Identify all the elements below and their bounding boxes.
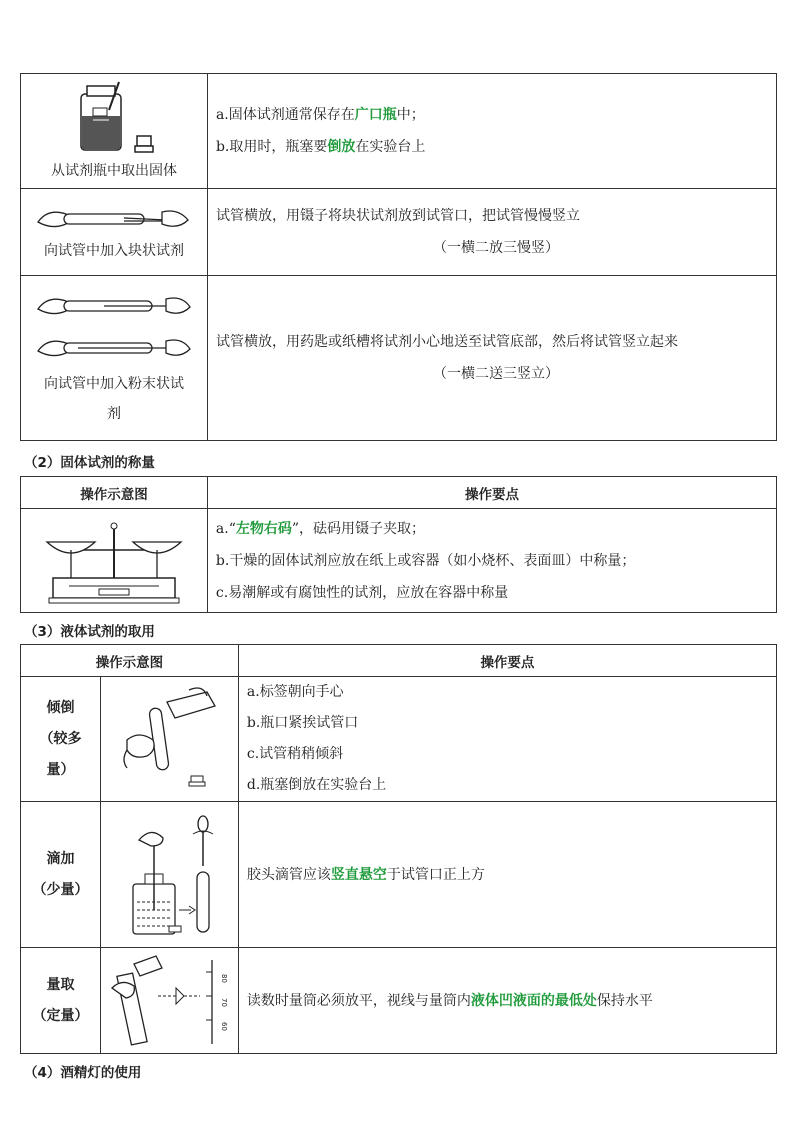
image-cell — [100, 802, 238, 948]
text: 胶头滴管应该 — [246, 866, 331, 883]
liquid-table — [20, 644, 777, 1054]
section-heading-alcohol-lamp: （4）酒精灯的使用 — [24, 1065, 142, 1081]
point-text: 试管横放，用镊子将块状试剂放到试管口，把试管慢慢竖立 — [215, 208, 580, 224]
method-label — [21, 802, 101, 948]
point: b.瓶口紧挨试管口 — [246, 715, 359, 731]
image-cell — [21, 509, 208, 613]
point: a.标签朝向手心 — [246, 684, 344, 700]
weighing-table — [20, 476, 777, 613]
text: 在实验台上 — [355, 139, 426, 155]
text: 读数时量筒必须放平，视线与量筒内 — [246, 992, 471, 1009]
graduated-cylinder-icon — [104, 952, 234, 1050]
point-a — [216, 99, 776, 131]
text-cell — [207, 189, 776, 276]
mnemonic-note: （一横二送三竖立） — [432, 366, 559, 382]
label-text: 量取 — [46, 976, 75, 993]
image-cell — [100, 677, 238, 802]
reagent-bottle-with-spoon-and-stopper-icon — [69, 80, 159, 156]
point-b: b.干燥的固体试剂应放在纸上或容器（如小烧杯、表面皿）中称量； — [215, 552, 636, 569]
point-c: c.易潮解或有腐蚀性的试剂，应放在容器中称量 — [215, 584, 509, 601]
caption: 向试管中加入粉末状试 — [43, 376, 184, 392]
text: 中； — [396, 107, 425, 123]
solid-reagent-table — [20, 73, 777, 441]
column-header: 操作要点 — [207, 477, 776, 509]
table-header-row — [21, 645, 777, 677]
text: 保持水平 — [596, 992, 653, 1009]
point — [247, 985, 776, 1017]
mnemonic-note: （一横二放三慢竖） — [432, 240, 559, 256]
text: a.“ — [215, 520, 236, 537]
caption: 向试管中加入块状试剂 — [43, 243, 184, 259]
text: ”，砝码用镊子夹取； — [291, 520, 426, 537]
text-cell — [207, 276, 776, 441]
label-text: 滴加 — [46, 850, 75, 867]
text: 于试管口正上方 — [386, 866, 485, 883]
label-text: （定量） — [32, 1007, 89, 1024]
highlight: 竖直悬空 — [330, 866, 387, 883]
scale-label: 80 — [220, 973, 229, 983]
point: d.瓶塞倒放在实验台上 — [246, 777, 387, 793]
image-cell — [100, 948, 238, 1054]
column-header: 操作示意图 — [21, 477, 208, 509]
label-text: 量） — [46, 761, 75, 778]
hands-spoon-test-tube-icon — [34, 289, 194, 369]
text: a.固体试剂通常保存在 — [215, 107, 355, 123]
dropper-icon — [109, 810, 229, 940]
table-header-row — [21, 477, 777, 509]
text-cell — [238, 948, 776, 1054]
caption: 剂 — [106, 406, 121, 422]
table-row — [21, 677, 777, 802]
text: b.取用时，瓶塞要 — [215, 139, 328, 155]
table-row — [21, 74, 777, 189]
scale-label: 70 — [220, 997, 229, 1007]
point — [247, 859, 776, 891]
scale-label: 60 — [220, 1021, 229, 1031]
table-row — [21, 276, 777, 441]
table-row — [21, 189, 777, 276]
table-row — [21, 509, 777, 613]
image-cell — [21, 189, 208, 276]
balance-scale-icon — [39, 516, 189, 606]
method-label — [21, 677, 101, 802]
highlight: 广口瓶 — [354, 107, 397, 123]
point-text: 试管横放，用药匙或纸槽将试剂小心地送至试管底部，然后将试管竖立起来 — [215, 334, 678, 350]
hands-tweezers-test-tube-icon — [34, 200, 194, 236]
label-text: 倾倒 — [46, 699, 75, 716]
highlight: 左物右码 — [235, 520, 292, 537]
point-b — [216, 131, 776, 163]
pouring-liquid-icon — [109, 684, 229, 794]
highlight: 倒放 — [327, 139, 356, 155]
text-cell — [238, 802, 776, 948]
caption: 从试剂瓶中取出固体 — [50, 163, 177, 179]
point-a — [216, 513, 776, 545]
table-row — [21, 948, 777, 1054]
section-heading-liquid: （3）液体试剂的取用 — [24, 624, 155, 640]
table-row — [21, 802, 777, 948]
column-header: 操作示意图 — [21, 645, 239, 677]
image-cell — [21, 276, 208, 441]
point: c.试管稍稍倾斜 — [246, 746, 344, 762]
section-heading-weighing: （2）固体试剂的称量 — [24, 455, 155, 471]
text-cell — [238, 677, 776, 802]
text-cell — [207, 74, 776, 189]
text-cell — [207, 509, 776, 613]
highlight: 液体凹液面的最低处 — [470, 992, 597, 1009]
column-header: 操作要点 — [238, 645, 776, 677]
method-label — [21, 948, 101, 1054]
image-cell — [21, 74, 208, 189]
label-text: （较多 — [39, 730, 82, 747]
label-text: （少量） — [32, 881, 89, 898]
